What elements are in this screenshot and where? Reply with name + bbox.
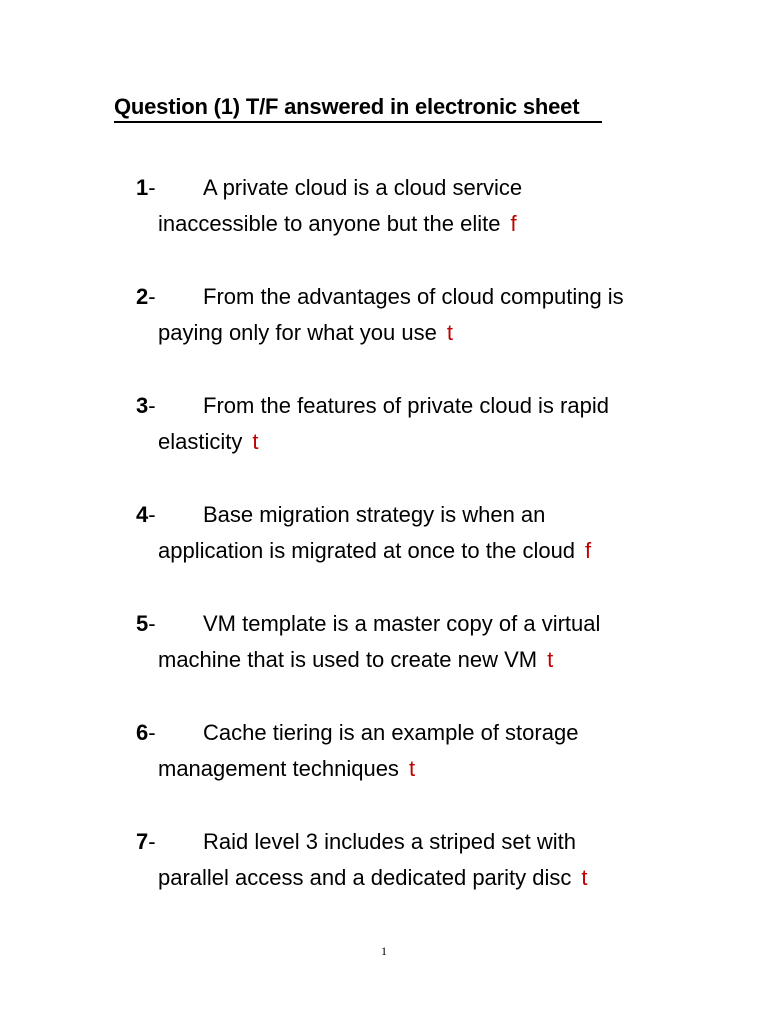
answer-mark: t <box>547 647 554 672</box>
answer-mark: t <box>446 320 453 345</box>
question-number: 5- <box>136 611 156 636</box>
question-text-line2: management techniques t <box>158 756 416 781</box>
question-text-line1: VM template is a master copy of a virtual <box>203 611 601 636</box>
question-number: 3- <box>136 393 156 418</box>
answer-mark: t <box>408 756 416 781</box>
question-text-line1: From the advantages of cloud computing is <box>203 284 624 309</box>
question-number: 1- <box>136 175 156 200</box>
answer-mark: f <box>510 211 517 236</box>
question-number: 4- <box>136 502 156 527</box>
question-text-line2: elasticity t <box>158 429 259 454</box>
question-text-line1: Cache tiering is an example of storage <box>203 720 579 745</box>
question-text-line2: inaccessible to anyone but the elite f <box>158 211 517 236</box>
answer-mark: f <box>585 538 592 563</box>
question-text-line2: machine that is used to create new VM t <box>158 647 554 672</box>
question-text-line1: From the features of private cloud is rapid <box>203 393 609 418</box>
title-underline <box>114 121 602 123</box>
page-title: Question (1) T/F answered in electronic sheet <box>114 94 580 119</box>
question-number: 6- <box>136 720 156 745</box>
answer-mark: t <box>252 429 259 454</box>
answer-mark: t <box>581 865 588 890</box>
question-text-line1: Raid level 3 includes a striped set with <box>203 829 576 854</box>
question-text-line1: A private cloud is a cloud service <box>203 175 523 200</box>
question-text-line2: application is migrated at once to the cloud f <box>158 538 592 563</box>
page-number: 1 <box>381 944 387 958</box>
question-text-line1: Base migration strategy is when an <box>203 502 546 527</box>
question-text-line2: parallel access and a dedicated parity disc t <box>158 865 588 890</box>
question-number: 7- <box>136 829 156 854</box>
question-number: 2- <box>136 284 156 309</box>
question-text-line2: paying only for what you use t <box>158 320 453 345</box>
